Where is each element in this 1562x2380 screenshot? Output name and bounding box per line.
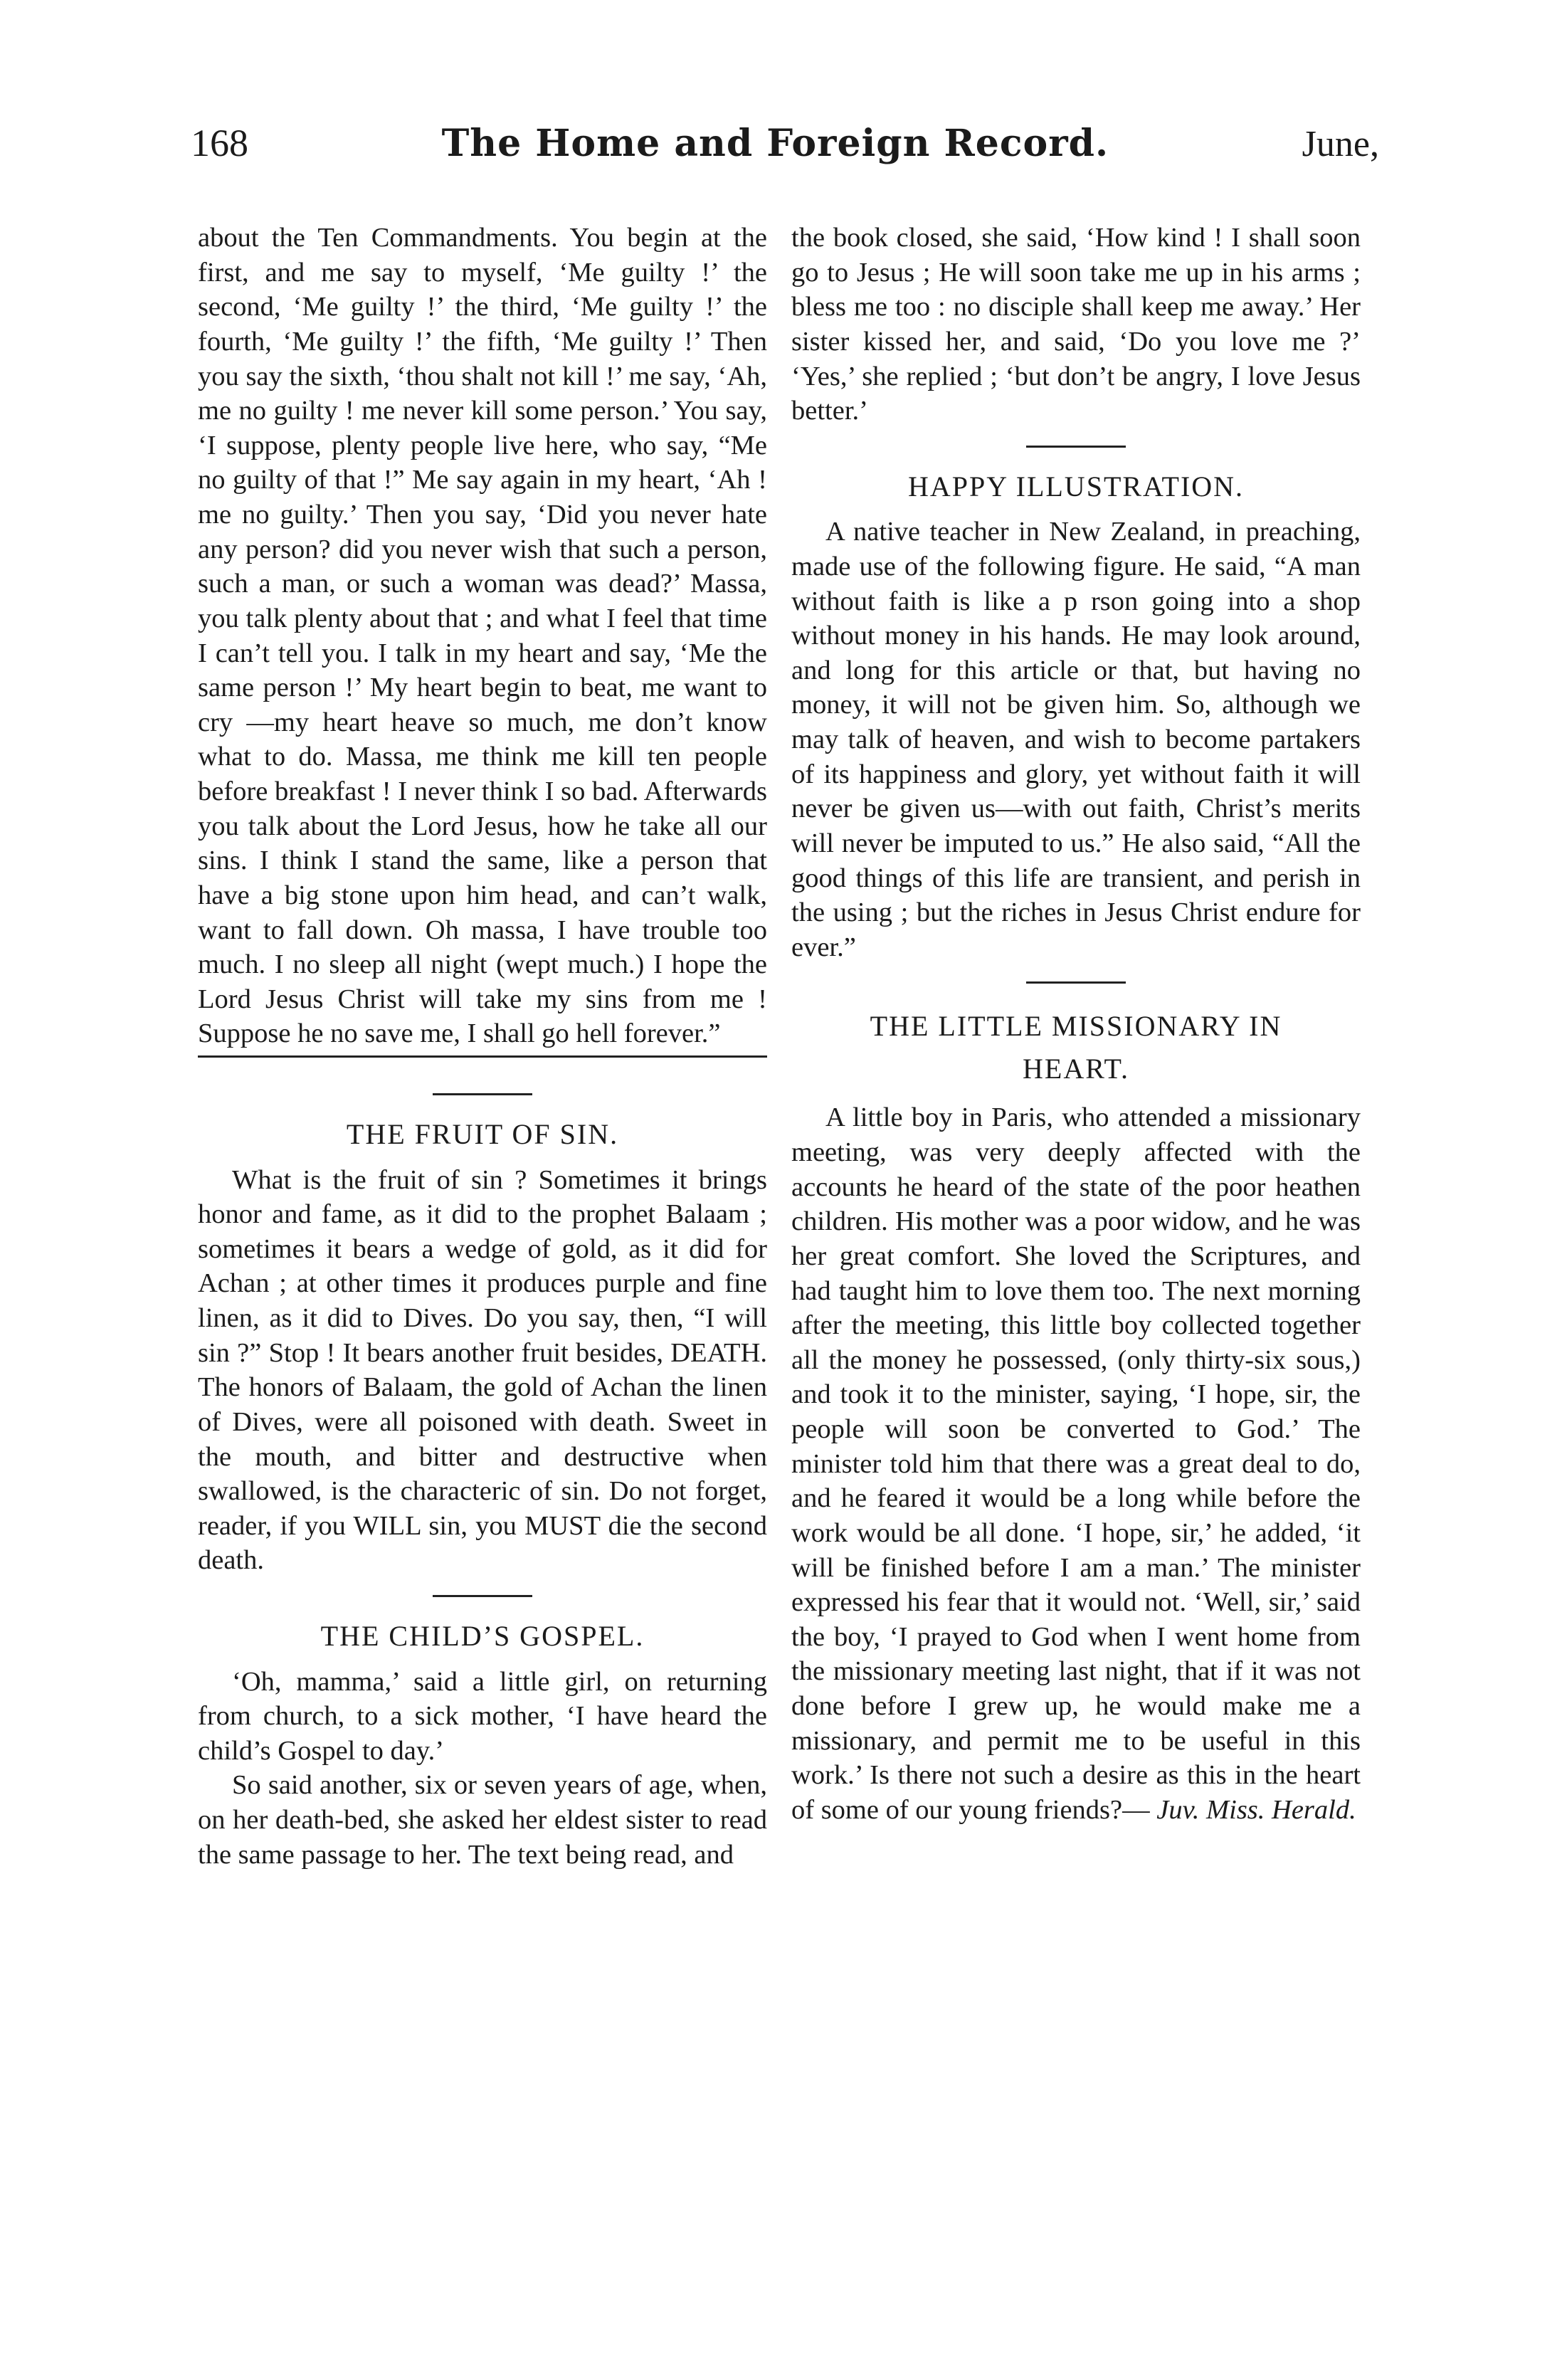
childs-gospel-heading: THE CHILD’S GOSPEL. bbox=[320, 1620, 645, 1653]
short-rule bbox=[433, 1093, 532, 1095]
childs-gospel-paragraph-continued: So said another, six or seven years of age, when, on her death-bed, she asked her eldest sister to read the same passage to her. The text being read, and bbox=[198, 1770, 767, 1870]
right-column bbox=[791, 221, 1361, 1828]
little-missionary-text: A little boy in Paris, who attended a missionary meeting, was very deeply affected with the accounts he heard of the state of the poor heathen children. His mother was a poor widow, and he was her great comfort. She loved the Scriptures, and had taught him to love them too. The next morning after the meeting, this little boy collected together all the money he possessed, (only thirty-six sous,) and took it to the minister, saying, ‘I hope, sir, the people will soon be converted to God.’ The minister told him that there was a great deal to do, and he feared it would be a long while before the work would be all done. ‘I hope, sir,’ he added, ‘it will be finished before I am a man.’ The minister expressed his fear that it would not. ‘Well, sir,’ said the boy, ‘I prayed to God when I went home from the missionary meeting last night, that if it was not done before I grew up, he would make me a missionary, and permit me to be useful in this work.’ Is there not such a desire as this in the heart of some of our young friends?— bbox=[791, 1102, 1361, 1825]
little-missionary-heading bbox=[791, 1005, 1361, 1090]
short-rule bbox=[1026, 446, 1126, 448]
little-missionary-heading-line-1: THE LITTLE MISSIONARY IN bbox=[870, 1010, 1282, 1043]
running-header bbox=[191, 121, 1379, 185]
source-citation: Juv. Miss. Herald. bbox=[1156, 1794, 1356, 1825]
left-column bbox=[198, 221, 767, 1872]
little-missionary-heading-line-2: HEART. bbox=[1023, 1053, 1129, 1085]
continued-gospel-paragraph: the book closed, she said, ‘How kind ! I shall soon go to Jesus ; He will soon take me up in his arms ; bless me too : no disciple shall keep me away.’ Her sister kissed her, and said, ‘Do you love me ?’ ‘Yes,’ she replied ; ‘but don’t be angry, I love Jesus better.’ bbox=[791, 223, 1361, 426]
running-title: The Home and Foreign Record. bbox=[441, 122, 1109, 165]
little-missionary-paragraph bbox=[791, 1100, 1361, 1827]
section-divider bbox=[198, 1055, 767, 1058]
fruit-of-sin-heading: THE FRUIT OF SIN. bbox=[346, 1118, 619, 1150]
short-rule bbox=[1026, 981, 1126, 984]
short-rule bbox=[433, 1595, 532, 1597]
happy-illustration-heading: HAPPY ILLUSTRATION. bbox=[907, 470, 1245, 502]
happy-illustration-paragraph: A native teacher in New Zealand, in preaching, made use of the following figure. He said, “A man without faith is like a p rson going into a shop without money in his hands. He may look around, and long for this article or that, but having no money, it will not be given him. So, although we may talk of heaven, and wish to become partakers of its happiness and glory, yet without faith it will never be given us—with out faith, Christ’s merits will never be imputed to us.” He also said, “All the good things of this life are transient, and perish in the using ; but the riches in Jesus Christ endure for ever.” bbox=[791, 517, 1361, 962]
header-month: June, bbox=[1302, 124, 1379, 164]
fruit-of-sin-paragraph: What is the fruit of sin ? Sometimes it brings honor and fame, as it did to the prophet Balaam ; sometimes it bears a wedge of gold, as it did for Achan ; at other times it produces purple and fine linen, as it did to Dives. Do you say, then, “I will sin ?” Stop ! It bears another fruit besides, DEATH. The honors of Balaam, the gold of Achan the linen of Dives, were all poisoned with death. Sweet in the mouth, and bitter and destructive when swallowed, is the characteric of sin. Do not forget, reader, if you WILL sin, you MUST die the second death. bbox=[198, 1164, 767, 1576]
page-number: 168 bbox=[191, 122, 248, 164]
childs-gospel-paragraph: ‘Oh, mamma,’ said a little girl, on returning from church, to a sick mother, ‘I have heard the child’s Gospel to day.’ bbox=[198, 1666, 767, 1766]
continued-narrative-paragraph: about the Ten Commandments. You begin at the first, and me say to myself, ‘Me guilty !’ the second, ‘Me guilty !’ the third, ‘Me guilty !’ the fourth, ‘Me guilty !’ the fifth, ‘Me guilty !’ Then you say the sixth, ‘thou shalt not kill !’ me say, ‘Ah, me no guilty ! me never kill some person.’ You say, ‘I suppose, plenty people live here, who say, “Me no guilty of that !” Me say again in my heart, ‘Ah ! me no guilty.’ Then you say, ‘Did you never hate any person? did you never wish that such a person, such a man, or such a woman was dead?’ Massa, you talk plenty about that ; and what I feel that time I can’t tell you. I talk in my heart and say, ‘Me the same person !’ My heart begin to beat, me want to cry —my heart heave so much, me don’t know what to do. Massa, me think me kill ten people before breakfast ! I never think I so bad. Afterwards you talk about the Lord Jesus, how he take all our sins. I think I stand the same, like a person that have a big stone upon him head, and can’t walk, want to fall down. Oh massa, I have trouble too much. I no sleep all night (wept much.) I hope the Lord Jesus Christ will take my sins from me ! Suppose he no save me, I shall go hell forever.” bbox=[198, 223, 767, 1049]
